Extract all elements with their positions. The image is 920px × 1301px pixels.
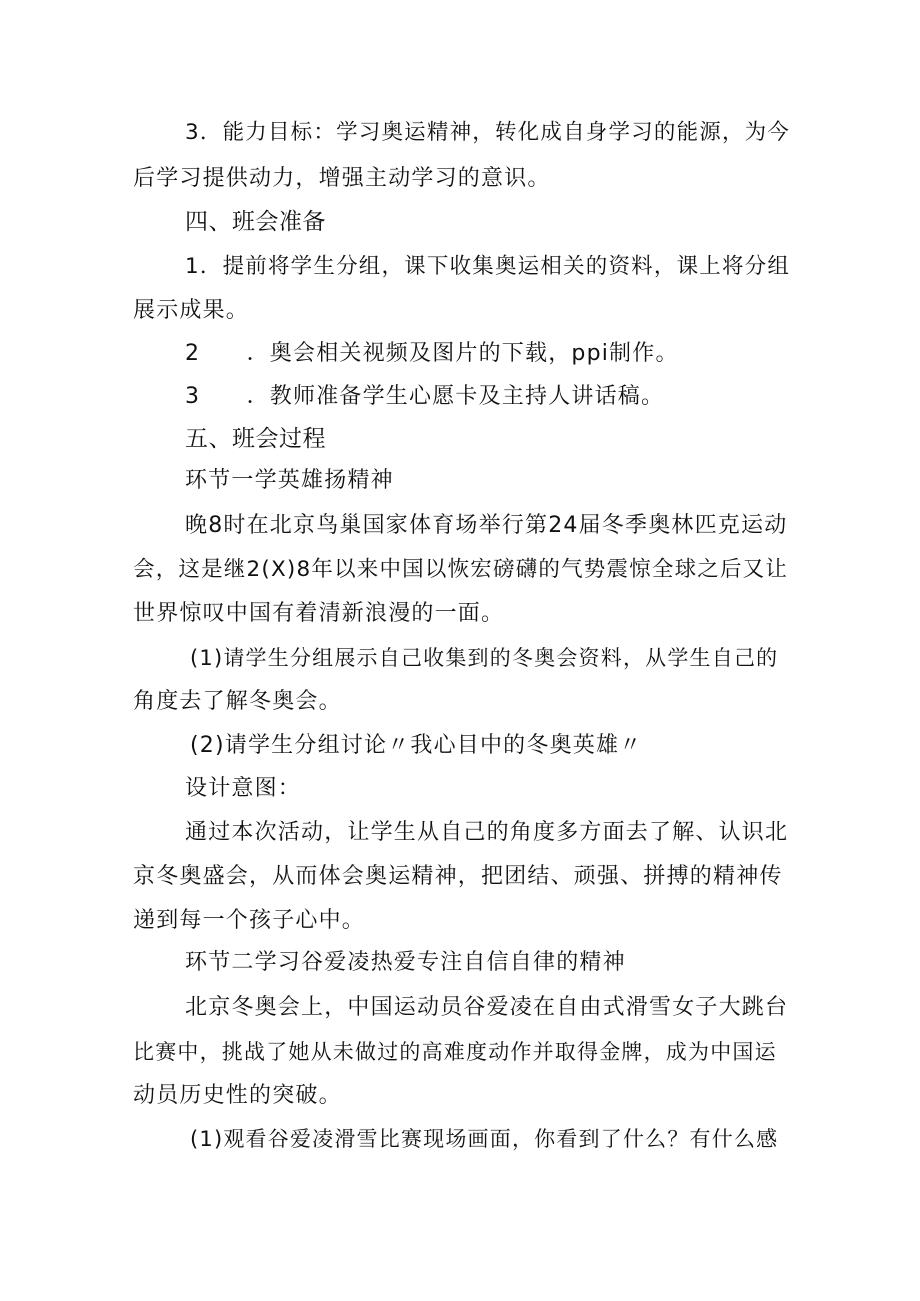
text-line: 角度去了解冬奥会。	[133, 689, 342, 714]
text-line: 京冬奥盛会，从而体会奥运精神，把团结、顽强、拼搏的精神传	[133, 864, 783, 889]
text-line: 动员历史性的突破。	[133, 1083, 342, 1108]
text-line: 3．能力目标：学习奥运精神，转化成自身学习的能源，为今	[185, 120, 791, 145]
text-line: (2)请学生分组讨论〃我心目中的冬奥英雄〃	[190, 733, 643, 758]
text-line: 会，这是继2(X)8年以来中国以恢宏磅礴的气势震惊全球之后又让	[133, 557, 789, 582]
text-line: 展示成果。	[133, 298, 250, 323]
section-heading: 四、班会准备	[185, 209, 326, 235]
text-line: 比赛中，挑战了她从未做过的高难度动作并取得金牌，成为中国运	[133, 1040, 777, 1064]
text-line: (1)观看谷爱凌滑雪比赛现场画面，你看到了什么？有什么感	[190, 1127, 779, 1151]
text-line: 环节一学英雄扬精神	[185, 468, 394, 493]
text-line: 后学习提供动力，增强主动学习的意识。	[133, 166, 551, 191]
text-line: 晚8时在北京鸟巢国家体育场举行第24届冬季奥林匹克运动	[185, 513, 788, 538]
text-line: 1．提前将学生分组，课下收集奥运相关的资料，课上将分组	[185, 254, 791, 279]
text-line: 北京冬奥会上，中国运动员谷爱凌在自由式滑雪女子大跳台	[185, 995, 789, 1020]
text-line: 环节二学习谷爱凌热爱专注自信自律的精神	[185, 950, 626, 975]
text-line: 通过本次活动，让学生从自己的角度多方面去了解、认识北	[185, 820, 789, 845]
text-line: (1)请学生分组展示自己收集到的冬奥会资料，从学生自己的	[190, 646, 779, 670]
text-line: 递到每一个孩子心中。	[133, 908, 366, 933]
text-line: 设计意图：	[185, 776, 302, 801]
section-heading: 五、班会过程	[185, 426, 326, 452]
text-line: 3 ．教师准备学生心愿卡及主持人讲话稿。	[185, 384, 665, 409]
text-line: 世界惊叹中国有着清新浪漫的一面。	[133, 601, 505, 626]
text-line: 2 ．奥会相关视频及图片的下载，ppi制作。	[185, 341, 679, 366]
